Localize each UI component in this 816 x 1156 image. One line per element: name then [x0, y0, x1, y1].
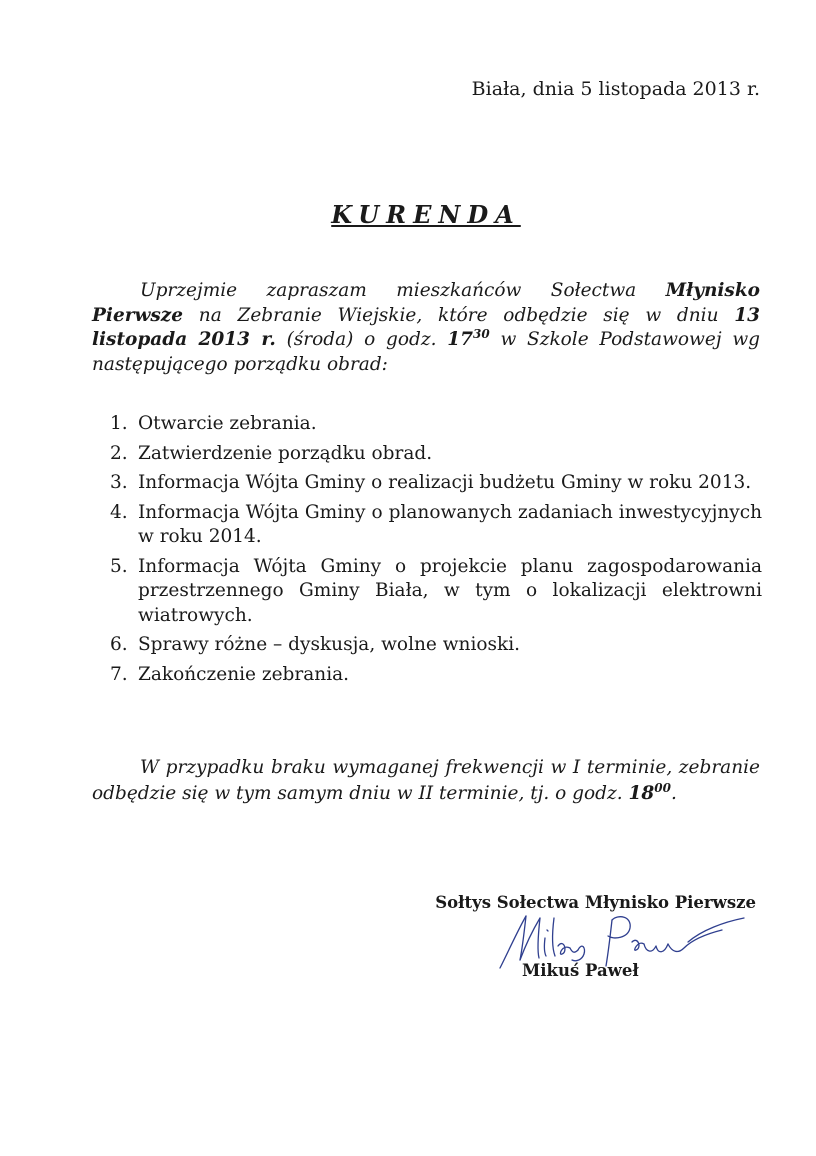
second-term-hour: 18: [628, 783, 655, 804]
document-title: KURENDA: [331, 200, 521, 229]
agenda-item: [110, 471, 762, 496]
intro-text-1: Uprzejmie zapraszam mieszkańców Sołectwa: [140, 280, 666, 301]
agenda-item: [110, 555, 762, 629]
closing-paragraph: [92, 755, 760, 807]
intro-text-3: (środa) o godz.: [275, 329, 448, 350]
intro-text-4: w Szkole Podstawowej wg następującego porządku obrad:: [92, 329, 760, 375]
agenda-item-text: Sprawy różne – dyskusja, wolne wnioski.: [138, 634, 521, 655]
agenda-item-text: Zatwierdzenie porządku obrad.: [138, 442, 433, 464]
agenda-item-number: 2.: [110, 442, 128, 464]
agenda-item-text: Otwarcie zebrania.: [138, 413, 317, 434]
agenda-item-text: Informacja Wójta Gminy o projekcie planu zagospodarowania przestrzennego Gminy Biała, w tym o lokalizacji elektrowni wiatrowych.: [138, 555, 762, 626]
meeting-hour: 17: [447, 329, 473, 350]
agenda-item-number: 1.: [110, 413, 128, 434]
signer-name: Mikuś Paweł: [522, 961, 639, 980]
agenda-item: [110, 501, 762, 550]
closing-text-2: .: [670, 783, 677, 804]
intro-text-2: na Zebranie Wiejskie, które odbędzie się w dniu: [183, 304, 735, 326]
agenda-list: [110, 412, 762, 692]
agenda-item-text: Informacja Wójta Gminy o realizacji budżetu Gminy w roku 2013.: [138, 472, 752, 493]
agenda-item-number: 5.: [110, 555, 128, 577]
meeting-date: 13 listopada 2013 r.: [92, 304, 760, 350]
place-date: Biała, dnia 5 listopada 2013 r.: [471, 78, 760, 100]
agenda-item: [110, 633, 762, 658]
meeting-minutes: 30: [472, 326, 490, 341]
agenda-item: [110, 663, 762, 688]
second-term-minutes: 00: [654, 780, 671, 795]
agenda-item: [110, 412, 762, 437]
agenda-item-text: Informacja Wójta Gminy o planowanych zadaniach inwestycyjnych w roku 2014.: [138, 501, 762, 547]
agenda-item-text: Zakończenie zebrania.: [138, 663, 350, 685]
intro-paragraph: [92, 279, 760, 377]
agenda-item-number: 4.: [110, 501, 128, 523]
closing-text-1: W przypadku braku wymaganej frekwencji w I terminie, zebranie odbędzie się w tym samym dniu w II terminie, tj. o godz.: [92, 757, 760, 804]
agenda-item-number: 6.: [110, 634, 128, 655]
village-name: Młynisko Pierwsze: [92, 280, 760, 326]
agenda-item: [110, 442, 762, 467]
signer-title: Sołtys Sołectwa Młynisko Pierwsze: [435, 893, 756, 912]
agenda-item-number: 3.: [110, 472, 128, 493]
agenda-item-number: 7.: [110, 663, 128, 685]
